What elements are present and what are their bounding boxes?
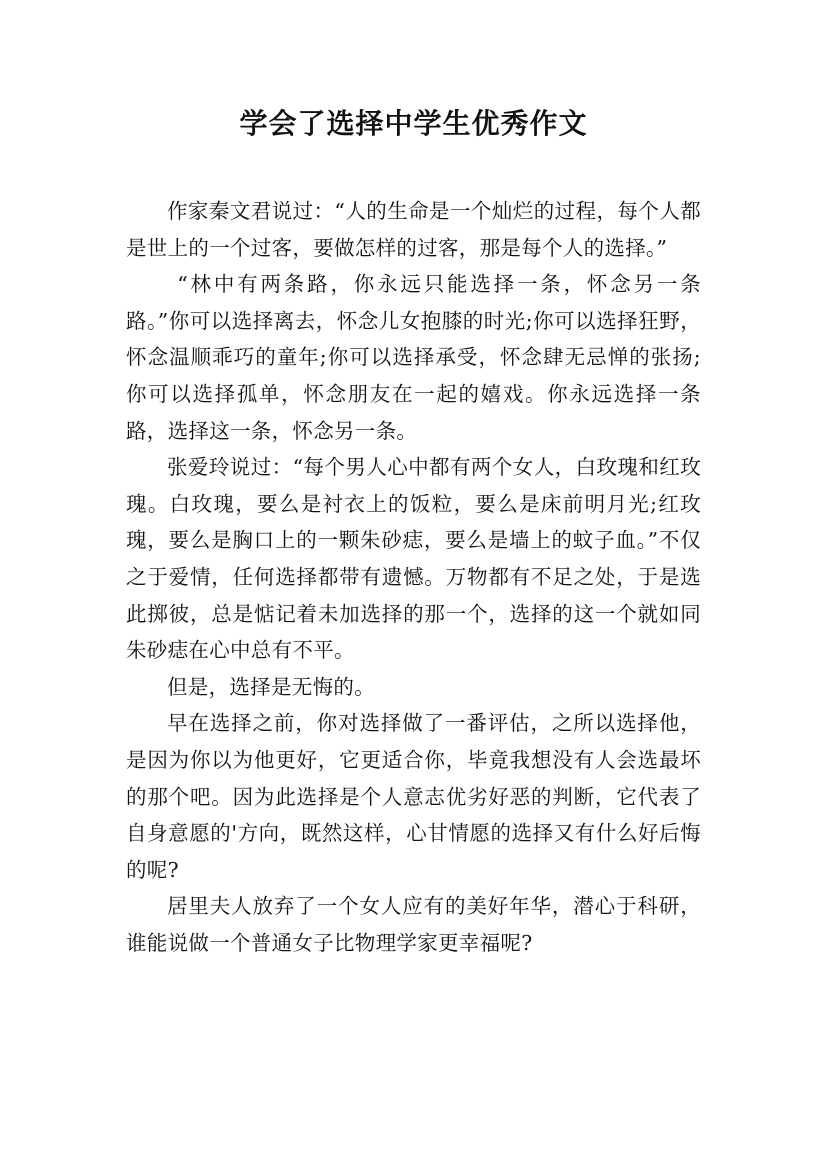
paragraph-2: “林中有两条路，你永远只能选择一条，怀念另一条路。”你可以选择离去，怀念儿女抱膝的时光;你可以选择狂野，怀念温顺乖巧的童年;你可以选择承受，怀念肆无忌惮的张扬;你可以选择孤单，怀念朋友在一起的嬉戏。你永远选择一条路，选择这一条，怀念另一条。 xyxy=(126,272,701,443)
essay-body xyxy=(126,193,701,961)
paragraph-4: 但是，选择是无悔的。 xyxy=(167,674,375,699)
paragraph-3: 张爱玲说过：“每个男人心中都有两个女人，白玫瑰和红玫瑰。白玫瑰，要么是衬衣上的饭粒，要么是床前明月光;红玫瑰，要么是胸口上的一颗朱砂痣，要么是墙上的蚊子血。”不仅之于爱情，任何选择都带有遗憾。万物都有不足之处，于是选此掷彼，总是惦记着未加选择的那一个，选择的这一个就如同朱砂痣在心中总有不平。 xyxy=(126,455,701,663)
paragraph-6: 居里夫人放弃了一个女人应有的美好年华，潜心于科研，谁能说做一个普通女子比物理学家更幸福呢? xyxy=(126,894,701,955)
paragraph-1: 作家秦文君说过：“人的生命是一个灿烂的过程，每个人都是世上的一个过客，要做怎样的过客，那是每个人的选择。” xyxy=(126,199,701,260)
page-title: 学会了选择中学生优秀作文 xyxy=(239,107,588,140)
paragraph-5: 早在选择之前，你对选择做了一番评估，之所以选择他，是因为你以为他更好，它更适合你，毕竟我想没有人会选最坏的那个吧。因为此选择是个人意志优劣好恶的判断，它代表了自身意愿的'方向，既然这样，心甘情愿的选择又有什么好后悔的呢? xyxy=(126,711,701,882)
